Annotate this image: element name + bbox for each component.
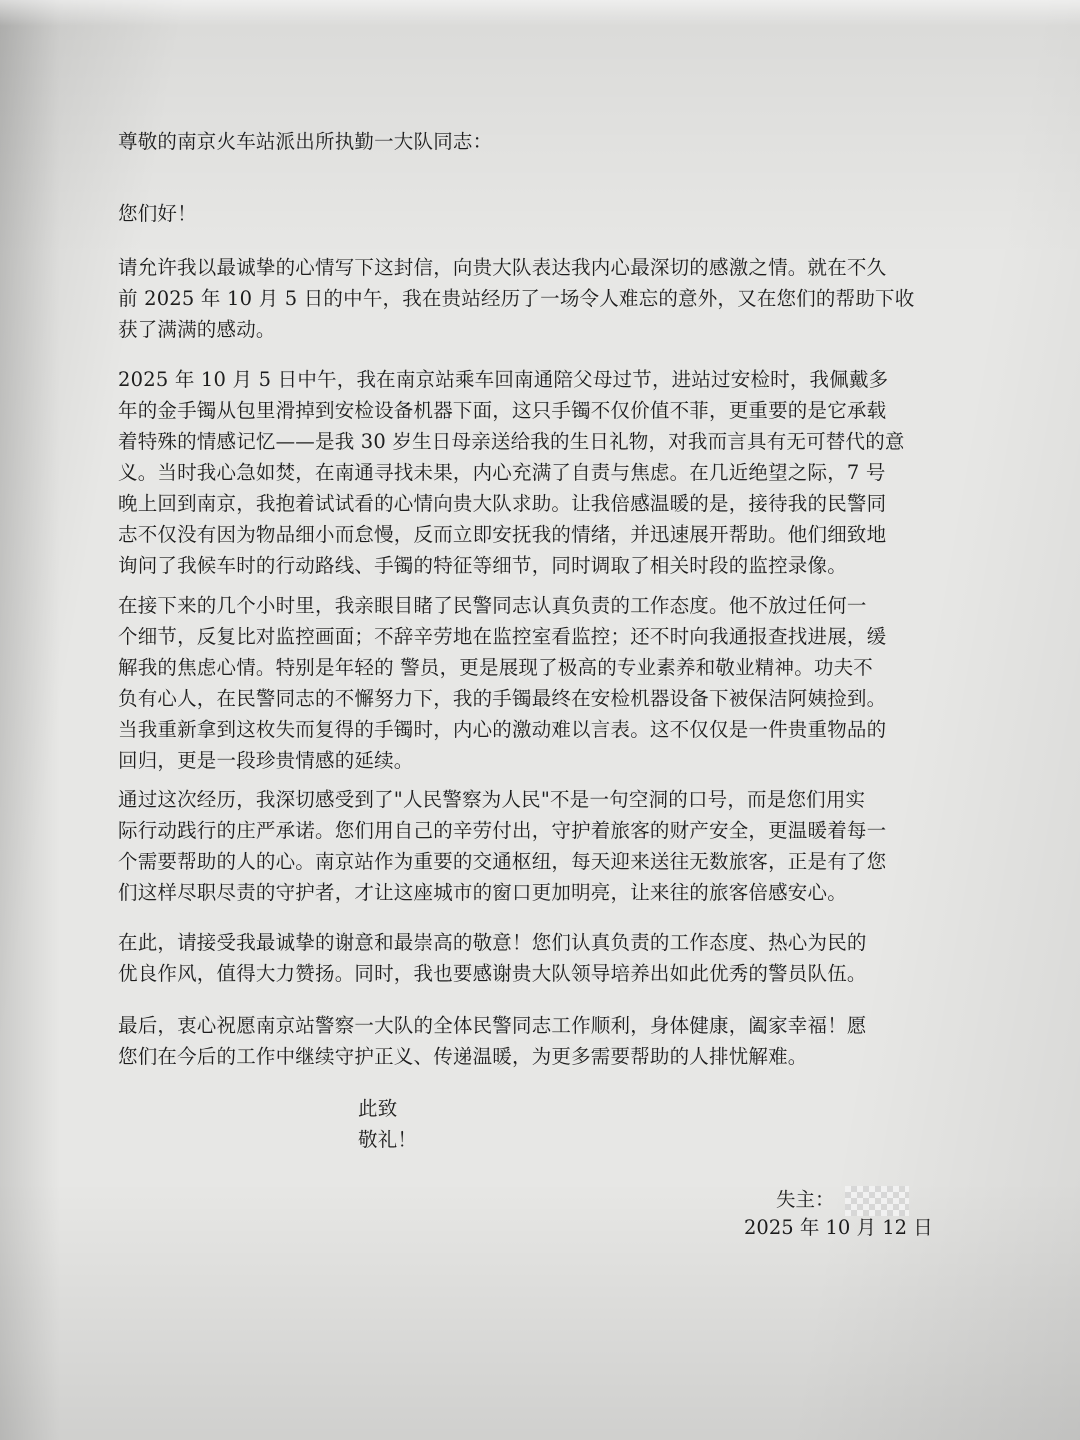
paragraph-2-line-1: 2025 年 10 月 5 日中午，我在南京站乘车回南通陪父母过节，进站过安检时，我佩戴多 — [118, 368, 889, 391]
paragraph-1-line-2: 前 2025 年 10 月 5 日的中午，我在贵站经历了一场令人难忘的意外，又在您们的帮助下收 — [118, 287, 915, 310]
paragraph-6-line-1: 最后，衷心祝愿南京站警察一大队的全体民警同志工作顺利，身体健康，阖家幸福！愿 — [118, 1014, 867, 1037]
paragraph-2-line-6: 志不仅没有因为物品细小而怠慢，反而立即安抚我的情绪，并迅速展开帮助。他们细致地 — [118, 523, 887, 546]
paragraph-4-line-4: 们这样尽职尽责的守护者，才让这座城市的窗口更加明亮，让来往的旅客倍感安心。 — [118, 881, 847, 904]
paragraph-4-line-1: 通过这次经历，我深切感受到了"人民警察为人民"不是一句空洞的口号，而是您们用实 — [118, 788, 866, 811]
letter-date: 2025 年 10 月 12 日 — [744, 1216, 933, 1239]
paragraph-5-line-2: 优良作风，值得大力赞扬。同时，我也要感谢贵大队领导培养出如此优秀的警员队伍。 — [118, 962, 867, 985]
signature-line — [776, 1184, 909, 1216]
paragraph-3-line-4: 负有心人，在民警同志的不懈努力下，我的手镯最终在安检机器设备下被保洁阿姨捡到。 — [118, 687, 887, 710]
paragraph-3-line-2: 个细节，反复比对监控画面；不辞辛劳地在监控室看监控；还不时向我通报查找进展，缓 — [118, 625, 887, 648]
paragraph-1-line-3: 获了满满的感动。 — [118, 318, 276, 341]
paragraph-2-line-2: 年的金手镯从包里滑掉到安检设备机器下面，这只手镯不仅价值不菲，更重要的是它承载 — [118, 399, 887, 422]
paragraph-2-line-5: 晚上回到南京，我抱着试试看的心情向贵大队求助。让我倍感温暖的是，接待我的民警同 — [118, 492, 887, 515]
paragraph-4-line-2: 际行动践行的庄严承诺。您们用自己的辛劳付出，守护着旅客的财产安全，更温暖着每一 — [118, 819, 887, 842]
blurred-name-mosaic — [845, 1186, 909, 1216]
paragraph-3-line-6: 回归，更是一段珍贵情感的延续。 — [118, 749, 414, 772]
signature-label: 失主： — [776, 1188, 835, 1211]
paragraph-2-line-4: 义。当时我心急如焚，在南通寻找未果，内心充满了自责与焦虑。在几近绝望之际，7 号 — [118, 461, 886, 484]
paragraph-5-line-1: 在此，请接受我最诚挚的谢意和最崇高的敬意！您们认真负责的工作态度、热心为民的 — [118, 931, 867, 954]
paper-top-highlight — [0, 0, 1080, 26]
closing-line-1: 此致 — [358, 1097, 398, 1120]
paragraph-4-line-3: 个需要帮助的人的心。南京站作为重要的交通枢纽，每天迎来送往无数旅客，正是有了您 — [118, 850, 887, 873]
paragraph-3-line-5: 当我重新拿到这枚失而复得的手镯时，内心的激动难以言表。这不仅仅是一件贵重物品的 — [118, 718, 887, 741]
paragraph-3-line-3: 解我的焦虑心情。特别是年轻的 警员，更是展现了极高的专业素养和敬业精神。功夫不 — [118, 656, 873, 679]
paragraph-2-line-7: 询问了我候车时的行动路线、手镯的特征等细节，同时调取了相关时段的监控录像。 — [118, 554, 847, 577]
closing-line-2: 敬礼！ — [358, 1128, 418, 1151]
greeting: 您们好！ — [118, 202, 197, 225]
paper-edge-shadow — [0, 0, 60, 1440]
paragraph-6-line-2: 您们在今后的工作中继续守护正义、传递温暖，为更多需要帮助的人排忧解难。 — [118, 1045, 808, 1068]
salutation: 尊敬的南京火车站派出所执勤一大队同志： — [118, 130, 493, 153]
paragraph-3-line-1: 在接下来的几个小时里，我亲眼目睹了民警同志认真负责的工作态度。他不放过任何一 — [118, 594, 867, 617]
paragraph-1-line-1: 请允许我以最诚挚的心情写下这封信，向贵大队表达我内心最深切的感激之情。就在不久 — [118, 256, 887, 279]
paragraph-2-line-3: 着特殊的情感记忆——是我 30 岁生日母亲送给我的生日礼物，对我而言具有无可替代的意 — [118, 430, 905, 453]
